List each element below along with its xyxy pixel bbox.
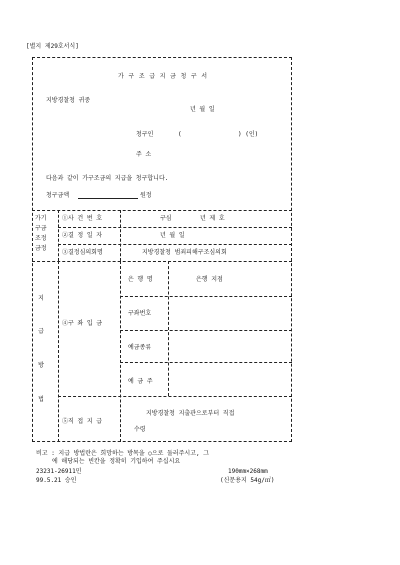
note-line-1: 비고 : 지급 방법란은 희망하는 방목을 ○으로 둘러주시고, 그 xyxy=(36,450,210,457)
decision-date-label: ②결 정 일 자 xyxy=(62,232,103,239)
committee-label: ③결정심의회명 xyxy=(62,249,103,256)
section-left-4: 금정 xyxy=(35,245,47,252)
claimant-label: 청구인 xyxy=(136,131,154,138)
divider xyxy=(32,210,292,211)
address-label: 주 소 xyxy=(136,151,152,158)
account-holder-label: 예 금 주 xyxy=(128,378,153,385)
approval-date: 99.5.21 승인 xyxy=(36,477,77,484)
bank-name-value: 은행 지점 xyxy=(196,276,223,283)
account-number-label: 구좌번호 xyxy=(128,310,152,317)
section-left-2: 구금 xyxy=(35,225,47,232)
note-line-2: 에 해당되는 빈칸을 정확히 기입하여 주십시요 xyxy=(52,458,181,465)
divider xyxy=(58,261,59,442)
deposit-type-label: 예금종류 xyxy=(128,344,152,351)
amount-label: 청구금액 xyxy=(46,192,70,199)
date-line: 년 월 일 xyxy=(190,106,215,113)
addressee: 지방경찰청 귀중 xyxy=(46,97,91,104)
claimant-paren-open: ( xyxy=(178,131,182,138)
case-number-value: 년 제 호 xyxy=(200,215,225,222)
divider xyxy=(58,227,292,228)
divider xyxy=(120,296,292,297)
payment-side-3: 방 xyxy=(38,362,44,369)
divider xyxy=(58,396,292,397)
committee-value: 지방경찰청 범죄피해구조심의회 xyxy=(142,249,227,256)
payment-side-4: 법 xyxy=(38,396,44,403)
divider xyxy=(120,362,292,363)
direct-payment-receive: 수령 xyxy=(134,426,146,433)
section-left-3: 조정 xyxy=(35,235,47,242)
divider xyxy=(58,210,59,261)
case-number-prefix: 구심 xyxy=(160,215,172,222)
paper-weight: (신문용지 54g/㎡) xyxy=(220,477,275,484)
divider xyxy=(168,261,169,396)
section-left-1: 가기 xyxy=(35,215,47,222)
divider xyxy=(120,330,292,331)
payment-side-2: 급 xyxy=(38,328,44,335)
form-code: 23231-26911민 xyxy=(36,468,82,475)
request-sentence: 다음과 같이 가구조금의 지급을 청구합니다. xyxy=(46,175,169,182)
account-deposit-label: ④구 좌 입 금 xyxy=(62,320,103,327)
form-number: [별지 제29호서식] xyxy=(26,43,79,50)
direct-payment-label: ⑤직 접 지 급 xyxy=(62,418,103,425)
bank-name-label: 은 행 명 xyxy=(128,276,153,283)
paper-size: 190mm×268mm xyxy=(228,468,268,475)
case-number-label: ①사 건 번 호 xyxy=(62,215,103,222)
divider xyxy=(58,244,292,245)
form-title: 가 구 조 급 지 금 청 구 서 xyxy=(118,73,208,80)
divider xyxy=(32,261,292,262)
amount-underline xyxy=(78,198,138,199)
payment-side-1: 지 xyxy=(38,295,44,302)
divider xyxy=(120,210,121,261)
divider xyxy=(120,261,121,442)
direct-payment-text: 지방경찰청 지출관으로부터 직접 xyxy=(146,410,235,417)
claimant-paren-close: ) (인) xyxy=(238,131,259,138)
decision-date-value: 년 월 일 xyxy=(160,232,185,239)
amount-unit: 원정 xyxy=(140,192,152,199)
